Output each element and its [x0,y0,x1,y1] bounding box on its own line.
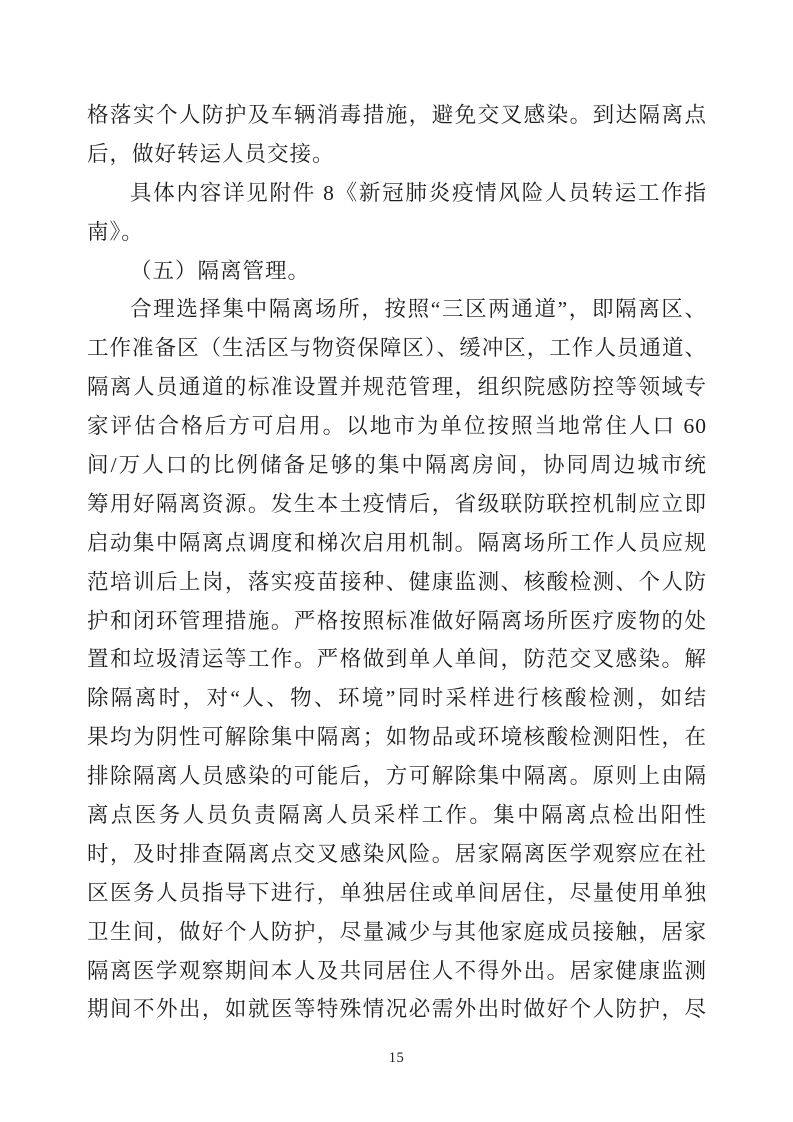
text-line: 除隔离时，对“人、物、环境”同时采样进行核酸检测，如结 [87,686,707,711]
document-body [87,96,707,1029]
page-number: 15 [388,1050,405,1066]
text-line: 范培训后上岗，落实疫苗接种、健康监测、核酸检测、个人防 [87,569,707,594]
text-line: 间/万人口的比例储备足够的集中隔离房间，协同周边城市统 [87,453,707,478]
text-line: 筹用好隔离资源。发生本土疫情后，省级联防联控机制应立即 [87,491,707,516]
text-line: 期间不外出，如就医等特殊情况必需外出时做好个人防护，尽 [87,997,707,1022]
text-line: 隔离医学观察期间本人及共同居住人不得外出。居家健康监测 [87,958,707,983]
text-line: 隔离人员通道的标准设置并规范管理，组织院感防控等领域专 [87,375,707,400]
text-line: 工作准备区（生活区与物资保障区）、缓冲区，工作人员通道、 [87,336,707,361]
text-line: 合理选择集中隔离场所，按照“三区两通道”，即隔离区、 [130,297,707,322]
text-line: 离点医务人员负责隔离人员采样工作。集中隔离点检出阳性 [87,803,707,828]
text-line: 排除隔离人员感染的可能后，方可解除集中隔离。原则上由隔 [87,764,707,789]
text-line: 时，及时排查隔离点交叉感染风险。居家隔离医学观察应在社 [87,841,707,866]
text-line: 格落实个人防护及车辆消毒措施，避免交叉感染。到达隔离点 [87,103,707,127]
text-line: 护和闭环管理措施。严格按照标准做好隔离场所医疗废物的处 [87,608,707,633]
text-line: 家评估合格后方可启用。以地市为单位按照当地常住人口 60 [87,414,707,439]
text-line: 卫生间，做好个人防护，尽量减少与其他家庭成员接触，居家 [87,919,707,944]
text-line: 果均为阴性可解除集中隔离；如物品或环境核酸检测阳性，在 [87,725,707,750]
text-line: 后，做好转运人员交接。 [87,141,335,166]
text-line: （五）隔离管理。 [130,258,311,283]
text-line: 启动集中隔离点调度和梯次启用机制。隔离场所工作人员应规 [87,530,707,555]
text-line: 具体内容详见附件 8《新冠肺炎疫情风险人员转运工作指 [130,180,707,205]
text-line: 南》。 [87,219,144,244]
text-line: 区医务人员指导下进行，单独居住或单间居住，尽量使用单独 [87,880,707,905]
text-line: 置和垃圾清运等工作。严格做到单人单间，防范交叉感染。解 [87,647,707,672]
